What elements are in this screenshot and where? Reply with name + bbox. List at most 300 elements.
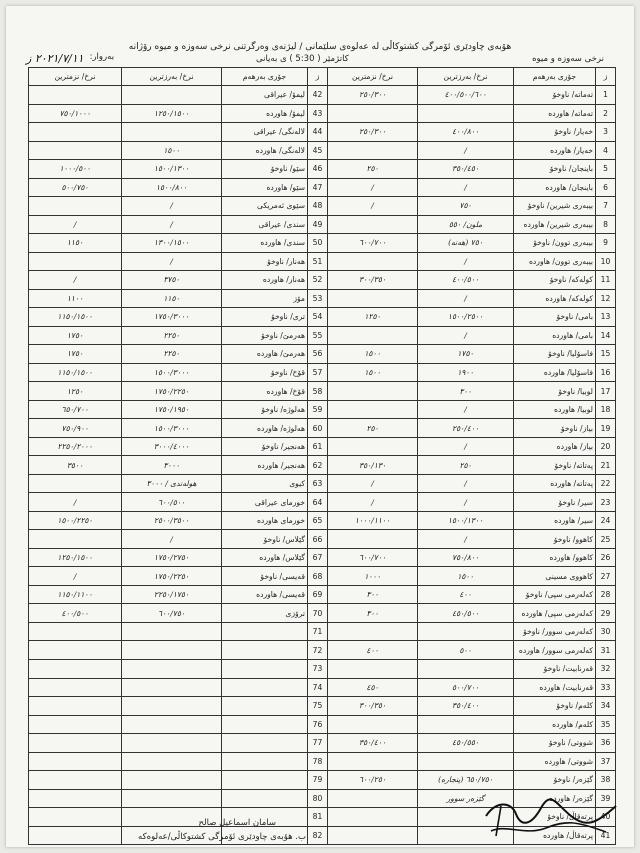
row-number: 71 <box>308 622 328 641</box>
product-type: خەیار/ ناوخۆ <box>514 123 596 142</box>
row-number: 64 <box>308 493 328 512</box>
high-price: ٧٥٠ <box>418 197 514 216</box>
row-number: 23 <box>596 493 616 512</box>
low-price <box>29 678 122 697</box>
low-price: ١٢٥٠/١٥٠٠ <box>29 548 122 567</box>
low-price: ٣٠٠/٣٥٠ <box>328 271 418 290</box>
product-type: کلەم/ ناوخۆ <box>514 697 596 716</box>
low-price <box>29 641 122 660</box>
product-type: گێزەر/ ناوخۆ <box>514 771 596 790</box>
high-price: ١٥٠٠/١٣٠٠ <box>418 511 514 530</box>
product-type: پرتەقاڵ/ ناوخۆ <box>514 808 596 827</box>
row-number: 63 <box>308 474 328 493</box>
high-price: ٤٥٠/٥٥٠ <box>418 734 514 753</box>
table-row <box>29 308 328 327</box>
row-number: 43 <box>308 104 328 123</box>
low-price <box>29 659 122 678</box>
high-price: ١٧٥٠/١٩٥٠ <box>122 400 222 419</box>
low-price <box>328 659 418 678</box>
table-row <box>29 641 328 660</box>
low-price <box>328 826 418 845</box>
low-price <box>328 252 418 271</box>
row-number: 56 <box>308 345 328 364</box>
section-label: نرخی سەوزە و میوە <box>532 54 604 64</box>
table-row <box>328 123 616 142</box>
high-price: ١٥٠٠/١٣٠٠ <box>122 160 222 179</box>
row-number: 3 <box>596 123 616 142</box>
high-price <box>122 697 222 716</box>
low-price <box>328 104 418 123</box>
high-price: ٦٥٠/٧٥٠ (پنجاره) <box>418 771 514 790</box>
high-price: ١٥٠٠/٣٠٠٠ <box>122 363 222 382</box>
header-high-price: نرخ/ بەرزترین <box>122 68 222 86</box>
high-price: ١٥٠٠/٣٠٠٠ <box>122 419 222 438</box>
product-type: پرتەقاڵ/ هاوردە <box>514 826 596 845</box>
table-row <box>29 493 328 512</box>
high-price <box>122 734 222 753</box>
high-price: ٧٥٠/٨٠٠ <box>418 548 514 567</box>
product-type: کاهوو/ ناوخۆ <box>514 530 596 549</box>
row-number: 74 <box>308 678 328 697</box>
high-price <box>122 715 222 734</box>
high-price <box>122 622 222 641</box>
product-type: سێو/ هاوردە <box>222 178 308 197</box>
low-price: ١١٥٠/١٥٠٠ <box>29 308 122 327</box>
table-row <box>29 123 328 142</box>
row-number: 41 <box>596 826 616 845</box>
row-number: 24 <box>596 511 616 530</box>
low-price: ١٠٠٠/١١٠٠ <box>328 511 418 530</box>
low-price <box>328 530 418 549</box>
high-price: ٢٥٠/٤٠٠ <box>418 419 514 438</box>
row-number: 12 <box>596 289 616 308</box>
table-row <box>328 659 616 678</box>
row-number: 10 <box>596 252 616 271</box>
product-type: کولەکە/ ناوخۆ <box>514 271 596 290</box>
high-price: / <box>418 326 514 345</box>
table-row <box>328 363 616 382</box>
high-price: ١١٥٠ <box>122 289 222 308</box>
header-high-price: نرخ/ بەرزترین <box>418 68 514 86</box>
product-type: فاسۆلیا/ هاوردە <box>514 363 596 382</box>
row-number: 19 <box>596 419 616 438</box>
product-type <box>222 789 308 808</box>
product-type <box>222 771 308 790</box>
product-type: کلەم/ هاوردە <box>514 715 596 734</box>
high-price: ١٥٠٠/٨٠٠ <box>122 178 222 197</box>
table-row <box>328 641 616 660</box>
row-number: 65 <box>308 511 328 530</box>
table-row <box>29 345 328 364</box>
table-row <box>29 604 328 623</box>
row-number: 28 <box>596 585 616 604</box>
row-number: 31 <box>596 641 616 660</box>
row-number: 32 <box>596 659 616 678</box>
table-row <box>29 511 328 530</box>
row-number: 30 <box>596 622 616 641</box>
table-row <box>29 326 328 345</box>
high-price: ٦٠٠/٧٥٠ <box>122 604 222 623</box>
product-type: کەلەرمی سوور/ ناوخۆ <box>514 622 596 641</box>
high-price: ٧٥٠ (هەنە) <box>418 234 514 253</box>
table-row <box>29 215 328 234</box>
high-price: ٤٠٠/٥٠٠/٦٠٠ <box>418 86 514 105</box>
table-row <box>328 215 616 234</box>
high-price: / <box>122 215 222 234</box>
product-type: گێلاس/ هاوردە <box>222 548 308 567</box>
product-type: کەلەرمی سوور/ هاوردە <box>514 641 596 660</box>
row-number: 54 <box>308 308 328 327</box>
table-row <box>328 252 616 271</box>
table-row <box>29 622 328 641</box>
row-number: 78 <box>308 752 328 771</box>
table-row <box>29 734 328 753</box>
product-type: پەتاتە/ ناوخۆ <box>514 456 596 475</box>
header-product-type: جۆری بەرهەم <box>514 68 596 86</box>
low-price <box>328 715 418 734</box>
low-price: ٤٠٠ <box>328 641 418 660</box>
low-price: ٦٠٠/٧٠٠ <box>328 548 418 567</box>
row-number: 66 <box>308 530 328 549</box>
row-number: 29 <box>596 604 616 623</box>
table-row <box>328 530 616 549</box>
table-row <box>328 86 616 105</box>
table-row <box>29 363 328 382</box>
row-number: 53 <box>308 289 328 308</box>
table-row <box>328 326 616 345</box>
table-row <box>29 585 328 604</box>
row-number: 73 <box>308 659 328 678</box>
low-price: / <box>328 197 418 216</box>
signatory-role: ب. هۆبەی چاودێری ئۆمرگی کشتوکاڵی/عەلوەکە <box>138 832 306 842</box>
table-row <box>29 715 328 734</box>
row-number: 51 <box>308 252 328 271</box>
table-row <box>328 289 616 308</box>
date-block <box>26 52 114 65</box>
handwritten-signature <box>476 796 626 846</box>
high-price <box>122 86 222 105</box>
low-price <box>328 141 418 160</box>
high-price: ١٧٥٠/٢٢٥٠ <box>122 382 222 401</box>
table-row <box>328 234 616 253</box>
low-price <box>29 771 122 790</box>
low-price <box>328 215 418 234</box>
high-price <box>122 659 222 678</box>
low-price: ٦٥٠/٧٠٠ <box>29 400 122 419</box>
table-row <box>328 678 616 697</box>
row-number: 69 <box>308 585 328 604</box>
low-price: ١٥٠٠/٢٢٥٠ <box>29 511 122 530</box>
high-price <box>418 104 514 123</box>
high-price: / <box>418 141 514 160</box>
high-price: ٢٥٠ <box>418 456 514 475</box>
high-price <box>418 715 514 734</box>
high-price: ١٧٥٠ <box>418 345 514 364</box>
low-price: ١١٥٠ <box>29 234 122 253</box>
header-number: ز <box>308 68 328 86</box>
product-type <box>222 715 308 734</box>
high-price: ١٥٠٠/٢٥٠٠ <box>418 308 514 327</box>
product-type <box>222 678 308 697</box>
low-price <box>29 123 122 142</box>
row-number: 50 <box>308 234 328 253</box>
product-type: هەلوژە/ ناوخۆ <box>222 400 308 419</box>
table-row <box>29 789 328 808</box>
high-price: / <box>418 493 514 512</box>
table-row <box>328 697 616 716</box>
row-number: 26 <box>596 548 616 567</box>
table-row <box>29 530 328 549</box>
table-row <box>29 271 328 290</box>
high-price: ٤٠٠ <box>418 585 514 604</box>
high-price: ٣٧٥٠ <box>122 271 222 290</box>
row-number: 39 <box>596 789 616 808</box>
low-price <box>328 808 418 827</box>
row-number: 47 <box>308 178 328 197</box>
product-type: هەلوژە/ هاوردە <box>222 419 308 438</box>
high-price: / <box>418 178 514 197</box>
row-number: 62 <box>308 456 328 475</box>
table-row <box>328 622 616 641</box>
product-type: گێلاس/ ناوخۆ <box>222 530 308 549</box>
table-row <box>328 419 616 438</box>
product-type: بیبەری توون/ ناوخۆ <box>514 234 596 253</box>
low-price: ٣٠٠ <box>328 604 418 623</box>
product-type: بیبەری توون/ هاوردە <box>514 252 596 271</box>
row-number: 75 <box>308 697 328 716</box>
row-number: 81 <box>308 808 328 827</box>
product-type: لوبیا/ ناوخۆ <box>514 382 596 401</box>
row-number: 25 <box>596 530 616 549</box>
high-price: ١٧٥٠/٢٢٥٠ <box>122 567 222 586</box>
product-type: لیمۆ/ هاوردە <box>222 104 308 123</box>
table-row <box>29 104 328 123</box>
high-price: / <box>418 400 514 419</box>
table-row <box>328 456 616 475</box>
right-price-table <box>327 67 616 845</box>
product-type: لیمۆ/ عیراقی <box>222 86 308 105</box>
high-price: ٢٥٠٠/٣٥٠٠ <box>122 511 222 530</box>
product-type: قۆخ/ ناوخۆ <box>222 363 308 382</box>
high-price: ٤٥٠/٥٠٠ <box>418 604 514 623</box>
table-row <box>328 548 616 567</box>
low-price: ١٥٠٠ <box>328 363 418 382</box>
row-number: 11 <box>596 271 616 290</box>
table-row <box>29 567 328 586</box>
high-price <box>418 752 514 771</box>
high-price <box>122 123 222 142</box>
high-price: / <box>122 197 222 216</box>
table-row <box>29 456 328 475</box>
low-price <box>328 789 418 808</box>
low-price <box>29 197 122 216</box>
row-number: 18 <box>596 400 616 419</box>
low-price <box>328 437 418 456</box>
product-type: سندی/ عیراقی <box>222 215 308 234</box>
row-number: 57 <box>308 363 328 382</box>
product-type: هەنار/ هاوردە <box>222 271 308 290</box>
product-type: لالەنگی/ هاوردە <box>222 141 308 160</box>
high-price: ٥٠٠ <box>418 641 514 660</box>
table-row <box>328 271 616 290</box>
high-price <box>122 752 222 771</box>
product-type: هەرمێ/ هاوردە <box>222 345 308 364</box>
row-number: 82 <box>308 826 328 845</box>
row-number: 7 <box>596 197 616 216</box>
low-price <box>328 400 418 419</box>
product-type: هەنجیر/ ناوخۆ <box>222 437 308 456</box>
low-price <box>29 697 122 716</box>
product-type: تەماتە/ هاوردە <box>514 104 596 123</box>
high-price: ١٥٠٠ <box>418 567 514 586</box>
high-price: ١٩٠٠ <box>418 363 514 382</box>
row-number: 21 <box>596 456 616 475</box>
table-row <box>29 400 328 419</box>
low-price: ١٠٠٠/٥٠٠ <box>29 160 122 179</box>
high-price: / <box>418 474 514 493</box>
product-type: بیبەری شیرین/ هاوردە <box>514 215 596 234</box>
low-price: ٤٥٠ <box>328 678 418 697</box>
row-number: 17 <box>596 382 616 401</box>
product-type: سندی/ هاوردە <box>222 234 308 253</box>
table-row <box>328 585 616 604</box>
high-price: ١٢٥٠/١٥٠٠ <box>122 104 222 123</box>
high-price <box>122 771 222 790</box>
product-type: سێوی ئەمریکی <box>222 197 308 216</box>
row-number: 33 <box>596 678 616 697</box>
product-type: سێو/ ناوخۆ <box>222 160 308 179</box>
product-type: گێزەر/ هاوردە <box>514 789 596 808</box>
table-row <box>328 308 616 327</box>
low-price <box>328 622 418 641</box>
table-row <box>328 104 616 123</box>
high-price: ١٧٥٠/٣٠٠٠ <box>122 308 222 327</box>
product-type: قەرنابیت/ هاوردە <box>514 678 596 697</box>
product-type <box>222 734 308 753</box>
table-row <box>328 160 616 179</box>
table-row <box>29 160 328 179</box>
table-row <box>328 734 616 753</box>
row-number: 76 <box>308 715 328 734</box>
high-price <box>122 641 222 660</box>
low-price: ٣٥٠٠ <box>29 456 122 475</box>
product-type: قەیسی/ ناوخۆ <box>222 567 308 586</box>
high-price: ٣٥٠/٤٠٠ <box>418 697 514 716</box>
row-number: 1 <box>596 86 616 105</box>
high-price: / <box>122 252 222 271</box>
high-price: هولەندی / ٣٠٠٠ <box>122 474 222 493</box>
row-number: 37 <box>596 752 616 771</box>
low-price: ٦٠٠/٧٠٠ <box>328 234 418 253</box>
row-number: 9 <box>596 234 616 253</box>
row-number: 72 <box>308 641 328 660</box>
table-row <box>29 419 328 438</box>
product-type: هەرمێ/ ناوخۆ <box>222 326 308 345</box>
high-price: ٣٠٠٠ <box>122 456 222 475</box>
right-table-header <box>328 68 616 86</box>
low-price: ١٥٠٠ <box>328 345 418 364</box>
product-type: قەرنابیت/ ناوخۆ <box>514 659 596 678</box>
low-price: / <box>328 493 418 512</box>
product-type: باینجان/ ناوخۆ <box>514 160 596 179</box>
low-price: ٢٥٠/٣٠٠ <box>328 123 418 142</box>
high-price <box>418 622 514 641</box>
table-row <box>29 197 328 216</box>
low-price: ٧٥٠/٩٠٠ <box>29 419 122 438</box>
high-price <box>122 789 222 808</box>
left-price-table <box>28 67 328 845</box>
row-number: 49 <box>308 215 328 234</box>
product-type: قەیسی/ هاوردە <box>222 585 308 604</box>
product-type: خەیار/ هاوردە <box>514 141 596 160</box>
low-price <box>29 141 122 160</box>
product-type <box>222 622 308 641</box>
high-price: ٥٠٠/٧٠٠ <box>418 678 514 697</box>
date-value: ٢٠٢١/٧/١١ ز <box>26 52 84 65</box>
row-number: 27 <box>596 567 616 586</box>
row-number: 38 <box>596 771 616 790</box>
row-number: 36 <box>596 734 616 753</box>
low-price: ١٧٥٠ <box>29 345 122 364</box>
row-number: 58 <box>308 382 328 401</box>
table-row <box>328 141 616 160</box>
high-price: ٣٠٠٠/٤٠٠٠ <box>122 437 222 456</box>
row-number: 59 <box>308 400 328 419</box>
low-price <box>29 715 122 734</box>
low-price: ١١٠٠ <box>29 289 122 308</box>
table-row <box>29 178 328 197</box>
low-price: / <box>328 474 418 493</box>
product-type <box>222 752 308 771</box>
low-price <box>29 752 122 771</box>
low-price: ٢٥٠ <box>328 160 418 179</box>
low-price <box>29 622 122 641</box>
high-price: ١٣٠٠/١٥٠٠ <box>122 234 222 253</box>
document-page <box>6 6 634 847</box>
low-price: ٧٥٠/١٠٠٠ <box>29 104 122 123</box>
product-type: باینجان/ هاوردە <box>514 178 596 197</box>
high-price: / <box>418 530 514 549</box>
row-number: 48 <box>308 197 328 216</box>
high-price: / <box>418 437 514 456</box>
row-number: 5 <box>596 160 616 179</box>
high-price: ٤٠٠/٨٠٠ <box>418 123 514 142</box>
table-row <box>328 511 616 530</box>
table-row <box>328 771 616 790</box>
table-row <box>328 437 616 456</box>
table-row <box>328 493 616 512</box>
row-number: 80 <box>308 789 328 808</box>
table-row <box>29 752 328 771</box>
low-price: ٢٢٥٠/٢٠٠٠ <box>29 437 122 456</box>
low-price: ١٢٥٠ <box>328 308 418 327</box>
row-number: 79 <box>308 771 328 790</box>
low-price: ٣٥٠/١٣٠ <box>328 456 418 475</box>
low-price <box>29 734 122 753</box>
table-row <box>328 715 616 734</box>
product-type: فاسۆلیا/ ناوخۆ <box>514 345 596 364</box>
low-price: ٢٥٠/٣٠٠ <box>328 86 418 105</box>
product-type: کەلەرمی سپی/ هاوردە <box>514 604 596 623</box>
high-price: / <box>418 252 514 271</box>
table-row <box>29 678 328 697</box>
row-number: 34 <box>596 697 616 716</box>
low-price: ١٢٥٠ <box>29 382 122 401</box>
product-type: خورمای هاوردە <box>222 511 308 530</box>
product-type: هەنار/ ناوخۆ <box>222 252 308 271</box>
low-price: ٥٠٠/٧٥٠ <box>29 178 122 197</box>
row-number: 20 <box>596 437 616 456</box>
